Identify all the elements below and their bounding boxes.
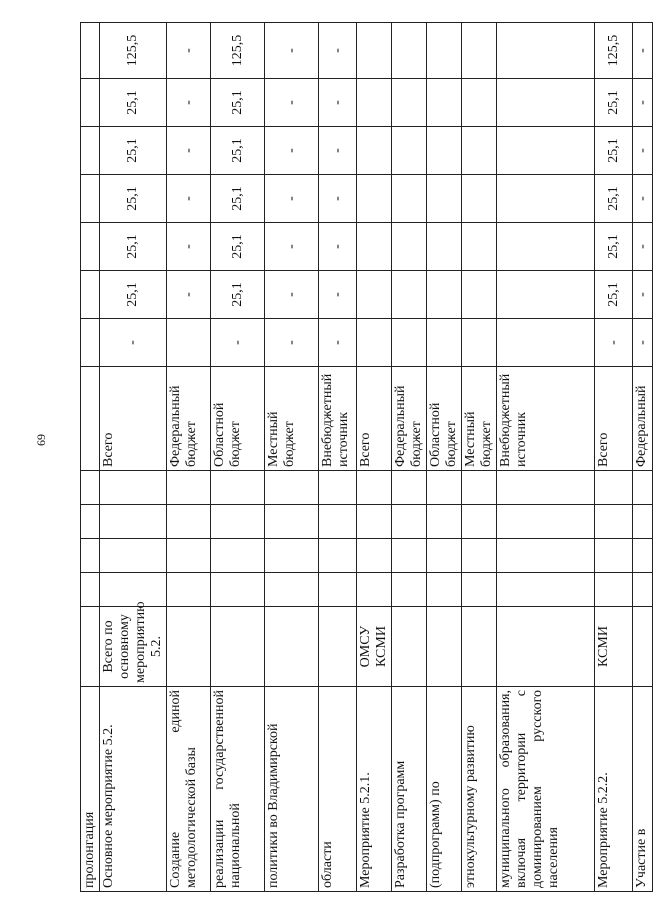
year-value-cell: -: [167, 175, 211, 223]
total-value-cell: [357, 23, 392, 79]
funding-source-cell: Федеральный бюджет: [392, 367, 427, 471]
code-cell: [427, 471, 462, 505]
responsible-cell: [265, 607, 319, 687]
year-value-cell: [81, 223, 100, 271]
code-cell: [81, 471, 100, 505]
table-row: [81, 23, 100, 892]
measure-name-cell: политики во Владимирской: [265, 687, 319, 892]
table-row: [633, 23, 653, 892]
funding-source-cell: Федеральный: [633, 367, 653, 471]
measure-name-cell: Участие в: [633, 687, 653, 892]
year-value-cell: 25,1: [100, 79, 167, 127]
measure-name-cell: Создание единой методологической базы: [167, 687, 211, 892]
measure-name-cell: Разработка программ: [392, 687, 427, 892]
code-cell: [462, 471, 497, 505]
year-value-cell: [392, 319, 427, 367]
year-value-cell: -: [633, 127, 653, 175]
total-value-cell: -: [319, 23, 357, 79]
code-cell: [265, 573, 319, 607]
year-value-cell: [427, 79, 462, 127]
funding-source-cell: Всего: [100, 367, 167, 471]
responsible-cell: [81, 607, 100, 687]
code-cell: [595, 539, 633, 573]
code-cell: [167, 539, 211, 573]
code-cell: [633, 573, 653, 607]
table-row: [167, 23, 211, 892]
year-value-cell: -: [633, 271, 653, 319]
year-value-cell: [497, 175, 595, 223]
code-cell: [100, 539, 167, 573]
year-value-cell: -: [100, 319, 167, 367]
code-cell: [81, 505, 100, 539]
year-value-cell: -: [633, 79, 653, 127]
code-cell: [595, 573, 633, 607]
year-value-cell: -: [265, 319, 319, 367]
code-cell: [167, 573, 211, 607]
funding-source-cell: Внебюджетный источник: [319, 367, 357, 471]
year-value-cell: [392, 175, 427, 223]
year-value-cell: [427, 319, 462, 367]
year-value-cell: [462, 175, 497, 223]
code-cell: [265, 471, 319, 505]
code-cell: [462, 573, 497, 607]
code-cell: [319, 539, 357, 573]
table-row: [211, 23, 265, 892]
year-value-cell: -: [167, 271, 211, 319]
year-value-cell: [497, 79, 595, 127]
funding-source-cell: Федеральный бюджет: [167, 367, 211, 471]
year-value-cell: -: [595, 319, 633, 367]
year-value-cell: [392, 223, 427, 271]
measure-name-cell: Мероприятие 5.2.2.: [595, 687, 633, 892]
measure-name-cell: области: [319, 687, 357, 892]
code-cell: [265, 505, 319, 539]
responsible-cell: ОМСУ КСМИ: [357, 607, 392, 687]
year-value-cell: [357, 127, 392, 175]
year-value-cell: [357, 319, 392, 367]
code-cell: [633, 505, 653, 539]
table-row: [392, 23, 427, 892]
year-value-cell: -: [319, 223, 357, 271]
year-value-cell: 25,1: [100, 271, 167, 319]
code-cell: [633, 471, 653, 505]
year-value-cell: [427, 223, 462, 271]
total-value-cell: [427, 23, 462, 79]
code-cell: [167, 505, 211, 539]
code-cell: [497, 471, 595, 505]
year-value-cell: -: [633, 175, 653, 223]
year-value-cell: 25,1: [595, 223, 633, 271]
funding-source-cell: Внебюджетный источник: [497, 367, 595, 471]
year-value-cell: [81, 127, 100, 175]
code-cell: [462, 505, 497, 539]
code-cell: [319, 471, 357, 505]
year-value-cell: -: [319, 79, 357, 127]
measure-name-cell: (подпрограмм) по: [427, 687, 462, 892]
year-value-cell: [497, 127, 595, 175]
year-value-cell: [462, 223, 497, 271]
year-value-cell: 25,1: [595, 271, 633, 319]
total-value-cell: -: [265, 23, 319, 79]
responsible-cell: Всего по основному мероприятию 5.2.: [100, 607, 167, 687]
year-value-cell: 25,1: [595, 175, 633, 223]
code-cell: [100, 505, 167, 539]
year-value-cell: [81, 271, 100, 319]
year-value-cell: 25,1: [595, 127, 633, 175]
table-row: [265, 23, 319, 892]
total-value-cell: -: [633, 23, 653, 79]
table-row: [100, 23, 167, 892]
funding-source-cell: Всего: [357, 367, 392, 471]
responsible-cell: [319, 607, 357, 687]
code-cell: [211, 573, 265, 607]
total-value-cell: 125,5: [595, 23, 633, 79]
code-cell: [427, 573, 462, 607]
table-row: [427, 23, 462, 892]
code-cell: [211, 539, 265, 573]
year-value-cell: 25,1: [100, 175, 167, 223]
year-value-cell: -: [319, 175, 357, 223]
measure-name-cell: этнокультурному развитию: [462, 687, 497, 892]
year-value-cell: [357, 175, 392, 223]
total-value-cell: [392, 23, 427, 79]
year-value-cell: [81, 319, 100, 367]
year-value-cell: [357, 223, 392, 271]
year-value-cell: -: [211, 319, 265, 367]
code-cell: [595, 471, 633, 505]
code-cell: [392, 539, 427, 573]
code-cell: [319, 505, 357, 539]
responsible-cell: КСМИ: [595, 607, 633, 687]
measure-name-cell: реализации государственной национальной: [211, 687, 265, 892]
table-row: [595, 23, 633, 892]
total-value-cell: 125,5: [100, 23, 167, 79]
year-value-cell: -: [319, 271, 357, 319]
code-cell: [357, 505, 392, 539]
code-cell: [633, 539, 653, 573]
code-cell: [81, 573, 100, 607]
year-value-cell: [462, 127, 497, 175]
year-value-cell: [392, 127, 427, 175]
responsible-cell: [633, 607, 653, 687]
year-value-cell: [462, 271, 497, 319]
year-value-cell: [462, 319, 497, 367]
responsible-cell: [462, 607, 497, 687]
table-body: [81, 23, 653, 892]
table-row: [357, 23, 392, 892]
year-value-cell: -: [167, 223, 211, 271]
code-cell: [81, 539, 100, 573]
year-value-cell: -: [265, 127, 319, 175]
year-value-cell: 25,1: [595, 79, 633, 127]
year-value-cell: -: [633, 319, 653, 367]
code-cell: [211, 505, 265, 539]
year-value-cell: [392, 271, 427, 319]
code-cell: [462, 539, 497, 573]
year-value-cell: [81, 175, 100, 223]
year-value-cell: -: [633, 223, 653, 271]
year-value-cell: 25,1: [100, 223, 167, 271]
code-cell: [357, 471, 392, 505]
year-value-cell: 25,1: [211, 175, 265, 223]
table-row: [497, 23, 595, 892]
code-cell: [497, 505, 595, 539]
budget-table: [80, 22, 653, 892]
code-cell: [595, 505, 633, 539]
page-number: 69: [34, 434, 48, 446]
year-value-cell: [462, 79, 497, 127]
code-cell: [497, 539, 595, 573]
funding-source-cell: Местный бюджет: [265, 367, 319, 471]
year-value-cell: [427, 271, 462, 319]
funding-source-cell: Всего: [595, 367, 633, 471]
year-value-cell: -: [265, 175, 319, 223]
year-value-cell: 25,1: [211, 271, 265, 319]
year-value-cell: -: [265, 271, 319, 319]
year-value-cell: [357, 271, 392, 319]
code-cell: [392, 573, 427, 607]
funding-source-cell: Областной бюджет: [427, 367, 462, 471]
code-cell: [392, 505, 427, 539]
total-value-cell: [462, 23, 497, 79]
funding-source-cell: [81, 367, 100, 471]
responsible-cell: [427, 607, 462, 687]
funding-source-cell: Местный бюджет: [462, 367, 497, 471]
year-value-cell: 25,1: [211, 79, 265, 127]
code-cell: [392, 471, 427, 505]
measure-name-cell: пролонгация: [81, 687, 100, 892]
year-value-cell: [81, 79, 100, 127]
year-value-cell: [497, 223, 595, 271]
year-value-cell: 25,1: [100, 127, 167, 175]
year-value-cell: [427, 127, 462, 175]
responsible-cell: [211, 607, 265, 687]
year-value-cell: -: [319, 319, 357, 367]
total-value-cell: -: [167, 23, 211, 79]
year-value-cell: [427, 175, 462, 223]
year-value-cell: [357, 79, 392, 127]
year-value-cell: -: [167, 127, 211, 175]
responsible-cell: [497, 607, 595, 687]
code-cell: [211, 471, 265, 505]
code-cell: [497, 573, 595, 607]
code-cell: [357, 573, 392, 607]
code-cell: [427, 505, 462, 539]
year-value-cell: [392, 79, 427, 127]
code-cell: [319, 573, 357, 607]
year-value-cell: 25,1: [211, 127, 265, 175]
code-cell: [357, 539, 392, 573]
year-value-cell: 25,1: [211, 223, 265, 271]
code-cell: [167, 471, 211, 505]
code-cell: [265, 539, 319, 573]
responsible-cell: [392, 607, 427, 687]
year-value-cell: -: [265, 79, 319, 127]
measure-name-cell: Основное мероприятие 5.2.: [100, 687, 167, 892]
responsible-cell: [167, 607, 211, 687]
year-value-cell: [497, 319, 595, 367]
total-value-cell: 125,5: [211, 23, 265, 79]
measure-name-cell: муниципального образования, включая территории с доминированием русского населения: [497, 687, 595, 892]
funding-source-cell: Областной бюджет: [211, 367, 265, 471]
year-value-cell: -: [265, 223, 319, 271]
total-value-cell: [81, 23, 100, 79]
budget-table-container: [80, 28, 650, 892]
year-value-cell: -: [319, 127, 357, 175]
table-row: [319, 23, 357, 892]
year-value-cell: [497, 271, 595, 319]
code-cell: [100, 471, 167, 505]
measure-name-cell: Мероприятие 5.2.1.: [357, 687, 392, 892]
year-value-cell: [167, 319, 211, 367]
total-value-cell: [497, 23, 595, 79]
table-row: [462, 23, 497, 892]
year-value-cell: -: [167, 79, 211, 127]
code-cell: [427, 539, 462, 573]
